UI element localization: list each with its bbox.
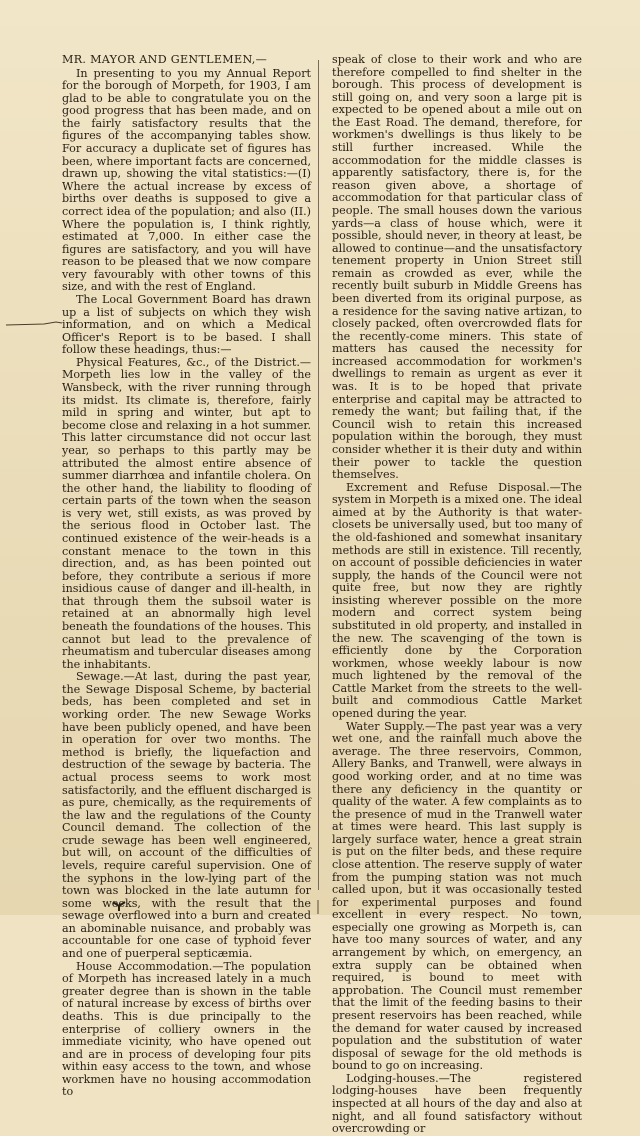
paragraph-house-accommodation-continued: speak of close to their work and who are therefore compelled to find shelter in the borough. This process of development is still going on, and very soon a large pit is expected to be opened about a mile out on the East Road. The demand, therefore, for workmen's dwellings is thus likely to be still further increased. While the accommodation for the middle classes is apparently satisfactory, there is, for the reason given above, a shortage of accommodation for that particular class of people. The small houses down the various yards—a class of house which, were it possible, should never, in theory at least, be allowed to continue—and the unsatisfactory tenement property in Union Street still remain as crowded as ever, while the recently built suburb in Middle Greens has been diverted from its original purpose, as a residence for the saving native artizan, to closely packed, often overcrowded flats for the recently-come miners. This state of matters has caused the necessity for increased accommodation for workmen's dwellings to remain as urgent as ever it was. It is to be hoped that private enterprise and capital may be attracted to remedy the want; but failing that, if the Council wish to retain this increased population within the borough, they must consider whether it is their duty and within their power to tackle the question themselves. [332,53,582,482]
bottom-ink-mark [112,900,126,912]
column-divider [318,60,319,890]
paragraph-lgb-headings: The Local Government Board has drawn up a list of subjects on which they wish information, and on which a Medical Officer's Report is to be based. I shall follow these headings, thus:— [62,292,311,357]
left-column [62,54,311,1099]
paragraph-house-accommodation: House Accommodation.—The population of Morpeth has increased lately in a much greater degree than is shown in the table of natural increase by excess of births over deaths. This is due principally to the enterprise of colliery owners in the immediate vicinity, who have opened out and are in process of developing four pits within easy access to the town, and whose workmen have no housing accommodation to [62,959,311,1099]
paragraph-introduction: In presenting to you my Annual Report for the borough of Morpeth, for 1903, I am glad to be able to congratulate you on the good progress that has been made, and on the fairly satisfactory results that the figures of the accompanying tables show. For accuracy a duplicate set of figures has been, where important facts are concerned, drawn up, showing the vital statistics:—(I) Where the actual increase by excess of births over deaths is supposed to give a correct idea of the population; and also (II.) Where the population is, I think rightly, estimated at 7,000. In either case the figures are satisfactory, and you will have reason to be pleased that we now compare very favourably with other towns of this size, and with the rest of England. [62,66,311,294]
paragraph-water-supply: Water Supply.—The past year was a very wet one, and the rainfall much above the average. The three reservoirs, Common, Allery Banks, and Tranwell, were always in good working order, and at no time was there any deficiency in the quantity or quality of the water. A few complaints as to the presence of mud in the Tranwell water at times were heard. This last supply is largely surface water, hence a great strain is put on the filter beds, and these require close attention. The reserve supply of water from the pumping station was not much called upon, but it was occasionally tested for experimental purposes and found excellent in every respect. No town, especially one growing as Morpeth is, can have too many sources of water, and any arrangement by which, on emergency, an extra supply can be obtained when required, is bound to meet with approbation. The Council must remember that the limit of the feeding basins to their present reservoirs has been reached, while the demand for water caused by increased population and the substitution of water disposal of sewage for the old methods is bound to go on increasing. [332,719,582,1073]
paragraph-sewage: Sewage.—At last, during the past year, the Sewage Disposal Scheme, by bacterial beds, has been completed and set in working order. The new Sewage Works have been publicly opened, and have been in operation for over two months. The method is briefly, the liquefaction and destruction of the sewage by bacteria. The actual process seems to work most satisfactorily, and the effluent discharged is as pure, chemically, as the requirements of the law and the regulations of the County Council demand. The collection of the crude sewage has been well engineered, but will, on account of the difficulties of levels, require careful supervision. One of the syphons in the low-lying part of the town was blocked in the late autumn for some weeks, with the result that the sewage overflowed into a burn and created an abominable nuisance, and probably was accountable for one case of typhoid fever and one of puerperal septicæmia. [62,670,311,961]
bottom-tick-mark [316,900,320,914]
paragraph-physical-features: Physical Features, &c., of the District.—Morpeth lies low in the valley of the Wansbeck, with the river running through its midst. Its climate is, therefore, fairly mild in spring and winter, but apt to become close and relaxing in a hot summer. This latter circumstance did not occur last year, so perhaps to this partly may be attributed the almost entire absence of summer diarrhœa and infantile cholera. On the other hand, the liability to flooding of certain parts of the town when the season is very wet, still exists, as was proved by the serious flood in October last. The continued existence of the weir-heads is a constant menace to the town in this direction, and, as has been pointed out before, they contribute a serious if more insidious cause of danger and ill-health, in that through them the subsoil water is retained at an abnormally high level beneath the foundations of the houses. This cannot but lead to the prevalence of rheumatism and tubercular diseases among the inhabitants. [62,355,311,671]
report-salutation: MR. MAYOR AND GENTLEMEN,— [62,53,268,66]
paragraph-lodging-houses: Lodging-houses.—The registered lodging-houses have been frequently inspected at all hours of the day and also at night, and all found satisfactory without overcrowding or [332,1071,582,1136]
paragraph-excrement-refuse: Excrement and Refuse Disposal.—The system in Morpeth is a mixed one. The ideal aimed at by the Authority is that water-closets be universally used, but too many of the old-fashioned and somewhat insanitary methods are still in existence. Till recently, on account of possible deficiencies in water supply, the hands of the Council were not quite free, but now they are rightly insisting wherever possible on the more modern and correct system being substituted in old property, and installed in the new. The scavenging of the town is efficiently done by the Corporation workmen, whose weekly labour is now much lightened by the removal of the Cattle Market from the streets to the well-built and commodious Cattle Market opened during the year. [332,480,583,721]
margin-pen-mark [4,319,64,329]
right-column [332,54,582,1136]
